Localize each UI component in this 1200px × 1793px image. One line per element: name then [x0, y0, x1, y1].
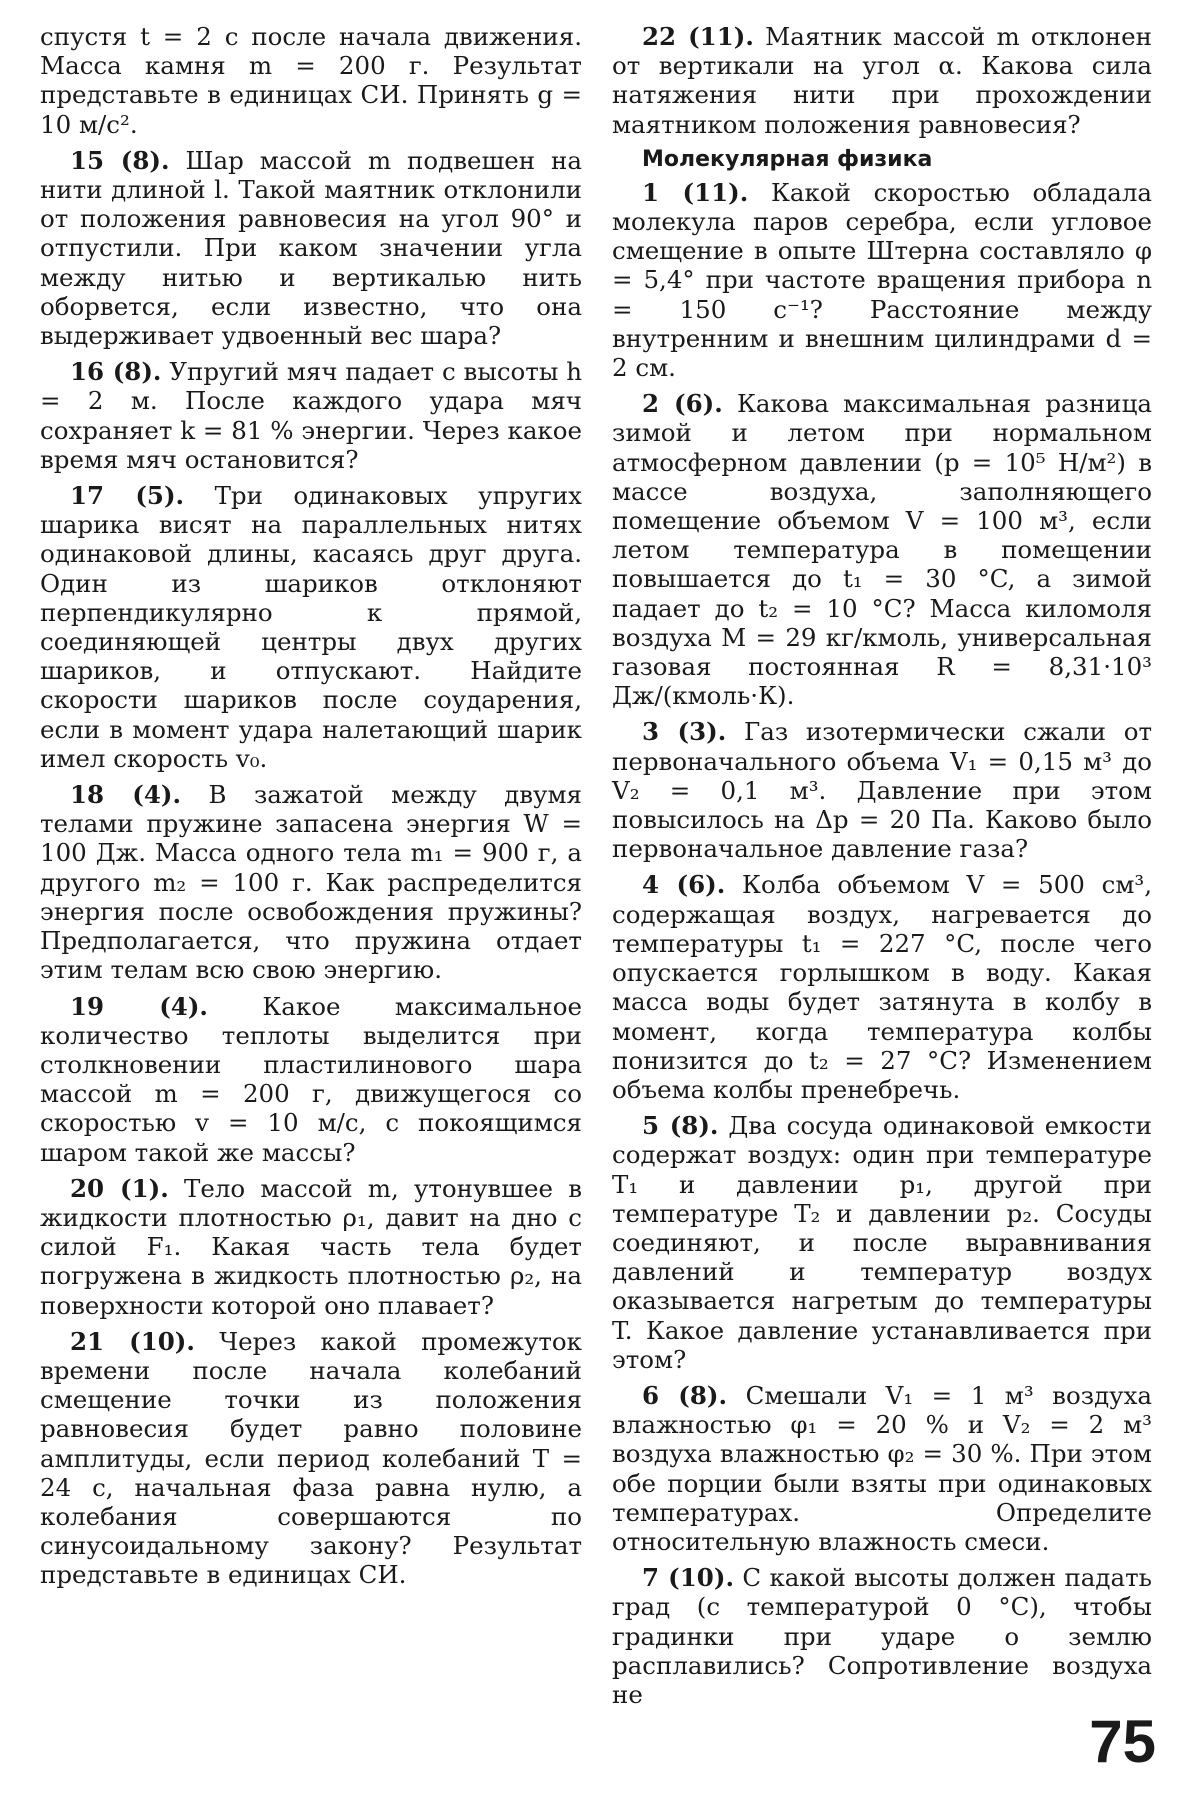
- problem-19: [40, 992, 582, 1167]
- problem-number: 15 (8).: [70, 145, 170, 175]
- problem-number: 22 (11).: [642, 22, 754, 51]
- problem-number: 18 (4).: [70, 780, 182, 810]
- problem-text: Смешали V₁ = 1 м³ воздуха влажностью φ₁ = 20 % и V₂ = 2 м³ воздуха влажностью φ₂ = 30 %. При этом обе порции были взяты при одинаковых температурах. Определите относительную влажность смеси.: [612, 1380, 1153, 1556]
- problem-text: Три одинаковых упругих шарика висят на параллельных нитях одинаковой длины, касаясь друг друга. Один из шариков отклоняют перпендикулярно к прямой, соединяющей центры двух других шариков, и отпускают. Найдите скорости шариков после соударения, если в момент удара налетающий шарик имел скорость v₀.: [40, 481, 582, 773]
- problem-22: [612, 22, 1152, 139]
- problem-text: Шар массой m подвешен на нити длиной l. Такой маятник отклонили от положения равновесия на угол 90° и отпустили. При каком значении угла между нитью и вертикалью нить оборвется, если известно, что она выдерживает удвоенный вес шара?: [40, 145, 582, 351]
- problem-text: С какой высоты должен падать град (с температурой 0 °C), чтобы градинки при ударе о землю расплавились? Сопротивление воздуха не: [612, 1563, 1152, 1709]
- problem-number: 5 (8).: [642, 1111, 719, 1141]
- problem-text: Какое максимальное количество теплоты выделится при столкновении пластилинового шара массой m = 200 г, движущегося со скоростью v = 10 м/с, с покоящимся шаром такой же массы?: [40, 991, 583, 1167]
- problem-text: Тело массой m, утонувшее в жидкости плотностью ρ₁, давит на дно с силой F₁. Какая часть тела будет погружена в жидкость плотностью ρ₂, на поверхности которой оно плавает?: [40, 1173, 582, 1320]
- molecular-problem-7: [612, 1563, 1152, 1709]
- problem-text: В зажатой между двумя телами пружине запасена энергия W = 100 Дж. Масса одного тела m₁ = 900 г, а другого m₂ = 100 г. Как распределится энергия после освобождения пружины? Предполагается, что пружина отдает этим телам всю свою энергию.: [40, 780, 582, 985]
- problem-continuation: спустя t = 2 с после начала движения. Масса камня m = 200 г. Результат представьте в единицах СИ. Принять g = 10 м/с².: [40, 22, 582, 139]
- problem-number: 21 (10).: [70, 1326, 195, 1356]
- problem-15: [40, 146, 582, 350]
- problem-number: 16 (8).: [70, 357, 162, 387]
- problem-number: 7 (10).: [642, 1563, 734, 1593]
- molecular-problem-6: [612, 1381, 1152, 1556]
- molecular-problem-4: [612, 870, 1152, 1104]
- problem-16: [40, 357, 582, 474]
- molecular-problem-3: [612, 717, 1152, 863]
- problem-number: 1 (11).: [642, 177, 749, 207]
- molecular-problem-1: [612, 178, 1152, 382]
- page-number: 75: [1089, 1708, 1156, 1775]
- problem-21: [40, 1327, 582, 1590]
- problem-number: 17 (5).: [70, 481, 185, 511]
- problem-number: 20 (1).: [70, 1173, 169, 1203]
- problem-20: [40, 1174, 582, 1320]
- right-column: [612, 22, 1152, 1716]
- problem-text: Упругий мяч падает с высоты h = 2 м. После каждого удара мяч сохраняет k = 81 % энергии. Через какое время мяч остановится?: [40, 357, 583, 474]
- problem-18: [40, 780, 582, 984]
- left-column: [40, 22, 582, 1597]
- problem-number: 3 (3).: [642, 717, 727, 747]
- problem-text: Какова максимальная разница зимой и летом при нормальном атмосферном давлении (p = 10⁵ Н/м²) в массе воздуха, заполняющего помещение объемом V = 100 м³, если летом температура в помещении повышается до t₁ = 30 °C, а зимой падает до t₂ = 10 °C? Масса киломоля воздуха M = 29 кг/кмоль, универсальная газовая постоянная R = 8,31·10³ Дж/(кмоль·К).: [612, 389, 1152, 711]
- molecular-problem-5: [612, 1111, 1152, 1374]
- problem-text: Маятник массой m отклонен от вертикали на угол α. Какова сила натяжения нити при прохождении маятником положения равновесия?: [612, 22, 1153, 139]
- problem-text: Какой скоростью обладала молекула паров серебра, если угловое смещение в опыте Штерна составляло φ = 5,4° при частоте вращения прибора n = 150 с⁻¹? Расстояние между внутренним и внешним цилиндрами d = 2 см.: [612, 177, 1152, 383]
- problem-text: Газ изотермически сжали от первоначального объема V₁ = 0,15 м³ до V₂ = 0,1 м³. Давление при этом повысилось на Δp = 20 Па. Каково было первоначальное давление газа?: [612, 717, 1152, 864]
- problem-text: Через какой промежуток времени после начала колебаний смещение точки из положения равновесия будет равно половине амплитуды, если период колебаний T = 24 с, начальная фаза равна нулю, а колебания совершаются по синусоидальному закону? Результат представьте в единицах СИ.: [40, 1326, 582, 1590]
- problem-text: Колба объемом V = 500 см³, содержащая воздух, нагревается до температуры t₁ = 227 °C, после чего опускается горлышком в воду. Какая масса воды будет затянута в колбу в момент, когда температура колбы понизится до t₂ = 27 °C? Изменением объема колбы пренебречь.: [612, 870, 1152, 1104]
- problem-17: [40, 481, 582, 773]
- problem-number: 19 (4).: [70, 991, 208, 1021]
- molecular-problem-2: [612, 389, 1152, 710]
- problem-text: Два сосуда одинаковой емкости содержат воздух: один при температуре T₁ и давлении p₁, другой при температуре T₂ и давлении p₂. Сосуды соединяют, и после выравнивания давлений и температур воздух оказывается нагретым до температуры T. Какое давление устанавливается при этом?: [612, 1111, 1152, 1374]
- section-title: Молекулярная физика: [642, 146, 933, 172]
- problem-number: 2 (6).: [642, 389, 723, 419]
- problem-number: 6 (8).: [642, 1380, 728, 1410]
- problem-number: 4 (6).: [642, 870, 726, 900]
